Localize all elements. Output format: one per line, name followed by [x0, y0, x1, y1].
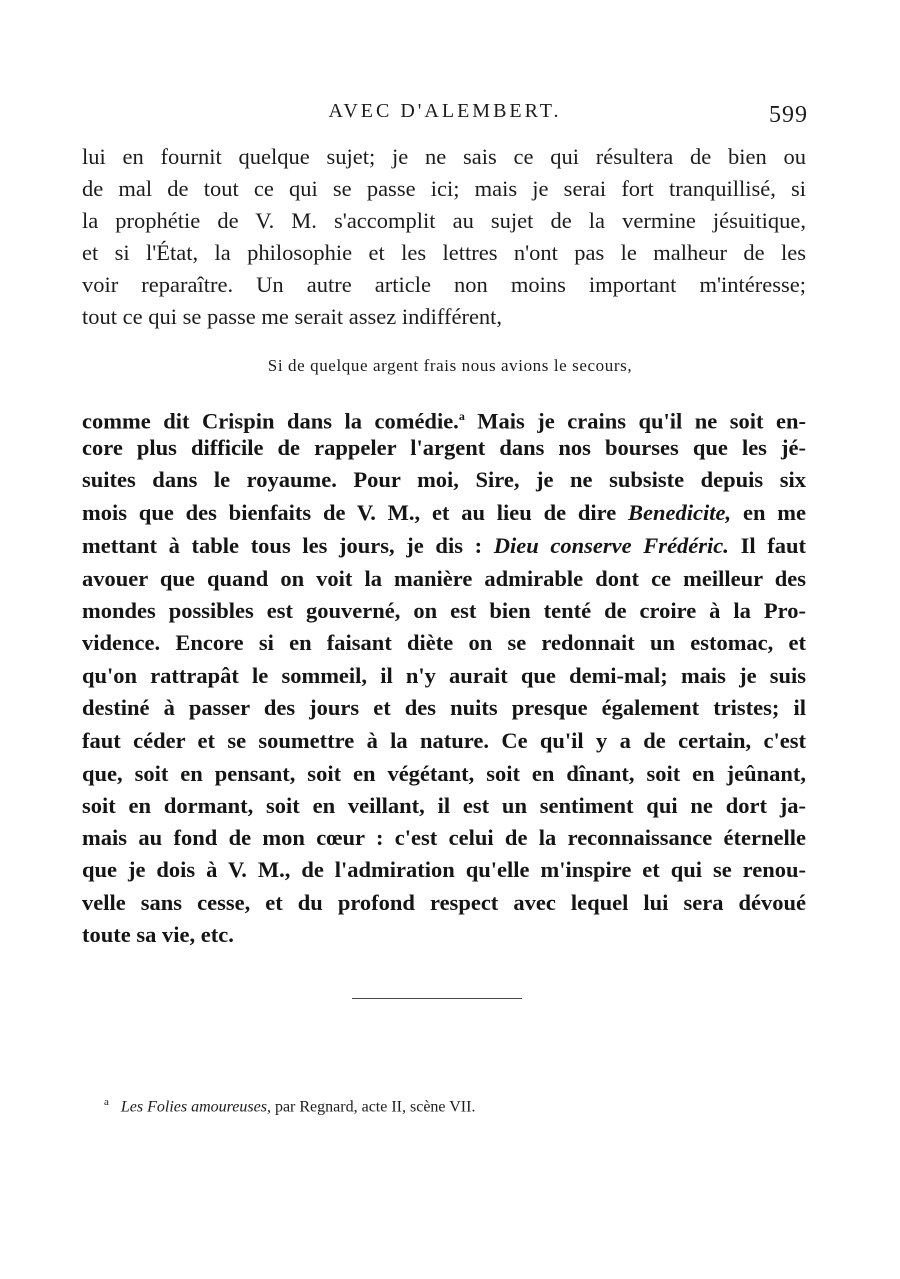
page-number: 599 [769, 102, 808, 128]
text-line [82, 400, 806, 432]
text-span: mois que des bienfaits de V. M., et au lieu de dire [82, 500, 629, 525]
text-span: Mais je crains qu'il ne soit en- [464, 408, 806, 434]
text-line: vidence. Encore si en faisant diète on se redonnait un estomac, et [82, 630, 806, 655]
running-title: AVEC D'ALEMBERT. [328, 100, 562, 122]
italic-span: Benedicite, [628, 500, 732, 525]
italic-span: Dieu conserve Frédéric. [493, 533, 729, 558]
text-line: suites dans le royaume. Pour moi, Sire, je ne subsiste depuis six [82, 467, 806, 492]
text-line: faut céder et se soumettre à la nature. Ce qu'il y a de certain, c'est [82, 728, 806, 753]
footnote-title: Les Folies amoureuses, [120, 1098, 271, 1116]
text-line: toute sa vie, etc. [82, 922, 234, 947]
text-line: que, soit en pensant, soit en végétant, soit en dînant, soit en jeûnant, [82, 761, 806, 786]
text-line: avouer que quand on voit la manière admirable dont ce meilleur des [82, 566, 806, 591]
footnote-marker: a [104, 1096, 109, 1108]
section-divider [352, 998, 522, 999]
text-line: la prophétie de V. M. s'accomplit au sujet de la vermine jésuitique, [82, 208, 806, 233]
text-line: et si l'État, la philosophie et les lettres n'ont pas le malheur de les [82, 240, 806, 265]
footnote-reference: a [458, 409, 465, 423]
text-span: comme dit Crispin dans la comédie. [82, 408, 459, 434]
footnote [104, 1096, 475, 1116]
text-line: destiné à passer des jours et des nuits presque également tristes; il [82, 695, 806, 720]
verse-quote: Si de quelque argent frais nous avions le secours, [267, 356, 633, 375]
text-line: core plus difficile de rappeler l'argent dans nos bourses que les jé- [82, 435, 806, 460]
text-line [82, 497, 806, 529]
text-line: lui en fournit quelque sujet; je ne sais ce qui résultera de bien ou [82, 144, 806, 169]
footnote-text: par Regnard, acte II, scène VII. [270, 1098, 476, 1116]
running-header [82, 100, 808, 132]
text-line: de mal de tout ce qui se passe ici; mais je serai fort tranquillisé, si [82, 176, 806, 201]
text-line [82, 530, 806, 562]
text-line: tout ce qui se passe me serait assez indifférent, [82, 304, 503, 329]
text-line: soit en dormant, soit en veillant, il est un sentiment qui ne dort ja- [82, 793, 806, 818]
text-line: mais au fond de mon cœur : c'est celui de la reconnaissance éternelle [82, 825, 806, 850]
text-line: qu'on rattrapât le sommeil, il n'y aurait que demi-mal; mais je suis [82, 663, 806, 688]
text-span: en me [731, 500, 806, 525]
text-line: voir reparaître. Un autre article non moins important m'intéresse; [82, 272, 806, 297]
text-line: mondes possibles est gouverné, on est bien tenté de croire à la Pro- [82, 598, 806, 623]
text-span: Il faut [728, 533, 806, 558]
text-span: mettant à table tous les jours, je dis : [82, 533, 494, 558]
text-line: que je dois à V. M., de l'admiration qu'elle m'inspire et qui se renou- [82, 857, 806, 882]
text-line: velle sans cesse, et du profond respect avec lequel lui sera dévoué [82, 890, 806, 915]
